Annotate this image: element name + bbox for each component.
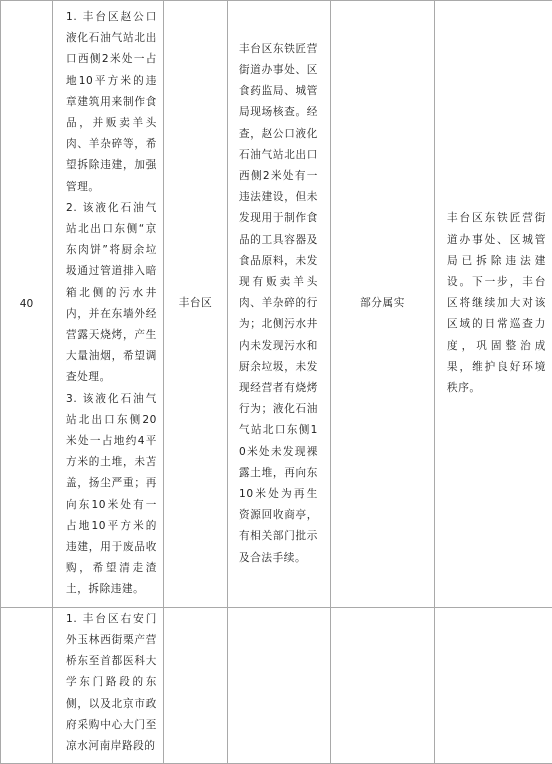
issue-item: 2. 该液化石油气站北出口东侧“京东肉饼”将厨余垃圾通过管道排入暗箱北侧的污水井内，并在东墙外经营露天烧烤，产生大量油烟，希望调查处理。 xyxy=(66,198,157,389)
rectification-cell xyxy=(435,607,552,763)
issue-cell xyxy=(53,1,164,608)
issue-item: 1. 丰台区右安门外玉林西街栗产营桥东至首都医科大学东门路段的东侧，以及北京市政府采购中心大门至凉水河南岸路段的 xyxy=(66,609,157,757)
table-row xyxy=(1,607,552,763)
issue-item: 1. 丰台区赵公口液化石油气站北出口西侧2米处一占地10平方米的违章建筑用来制作食品，并贩卖羊头肉、羊杂碎等，希望拆除违建，加强管理。 xyxy=(66,7,157,198)
status-cell xyxy=(331,1,435,608)
investigation-result-cell xyxy=(228,1,331,608)
issue-item: 3. 该液化石油气站北出口东侧20米处一占地约4平方米的土堆，未苫盖，扬尘严重；再向东10米处有一占地10平方米的违建，用于废品收购，希望清走渣土，拆除违建。 xyxy=(66,389,157,601)
row-number xyxy=(1,607,53,763)
issue-cell xyxy=(53,607,164,763)
district-cell xyxy=(164,1,228,608)
rectification-text: 丰台区东铁匠营街道办事处、区城管局已拆除违法建设。下一步，丰台区将继续加大对该区域的日常巡查力度，巩固整治成果，维护良好环境秩序。 xyxy=(435,208,552,399)
investigation-result-text: 丰台区东铁匠营街道办事处、区食药监局、城管局现场核查。经查，赵公口液化石油气站北出口西侧2米处有一违法建设，但未发现用于制作食品的工具容器及食品原料，未发现有贩卖羊头肉、羊杂碎的行为；北侧污水井内未发现污水和厨余垃圾，未发现经营者有烧烤行为；液化石油气站北口东侧10米处未发现裸露土堆，再向东10米处为再生资源回收商亭，有相关部门批示及合法手续。 xyxy=(228,39,330,569)
rectification-cell xyxy=(435,1,552,608)
district-cell xyxy=(164,607,228,763)
table-row xyxy=(1,1,552,608)
status-cell xyxy=(331,607,435,763)
status-text: 部分属实 xyxy=(331,293,434,314)
district-label: 丰台区 xyxy=(164,293,227,314)
investigation-result-cell xyxy=(228,607,331,763)
row-number: 40 xyxy=(1,1,53,608)
